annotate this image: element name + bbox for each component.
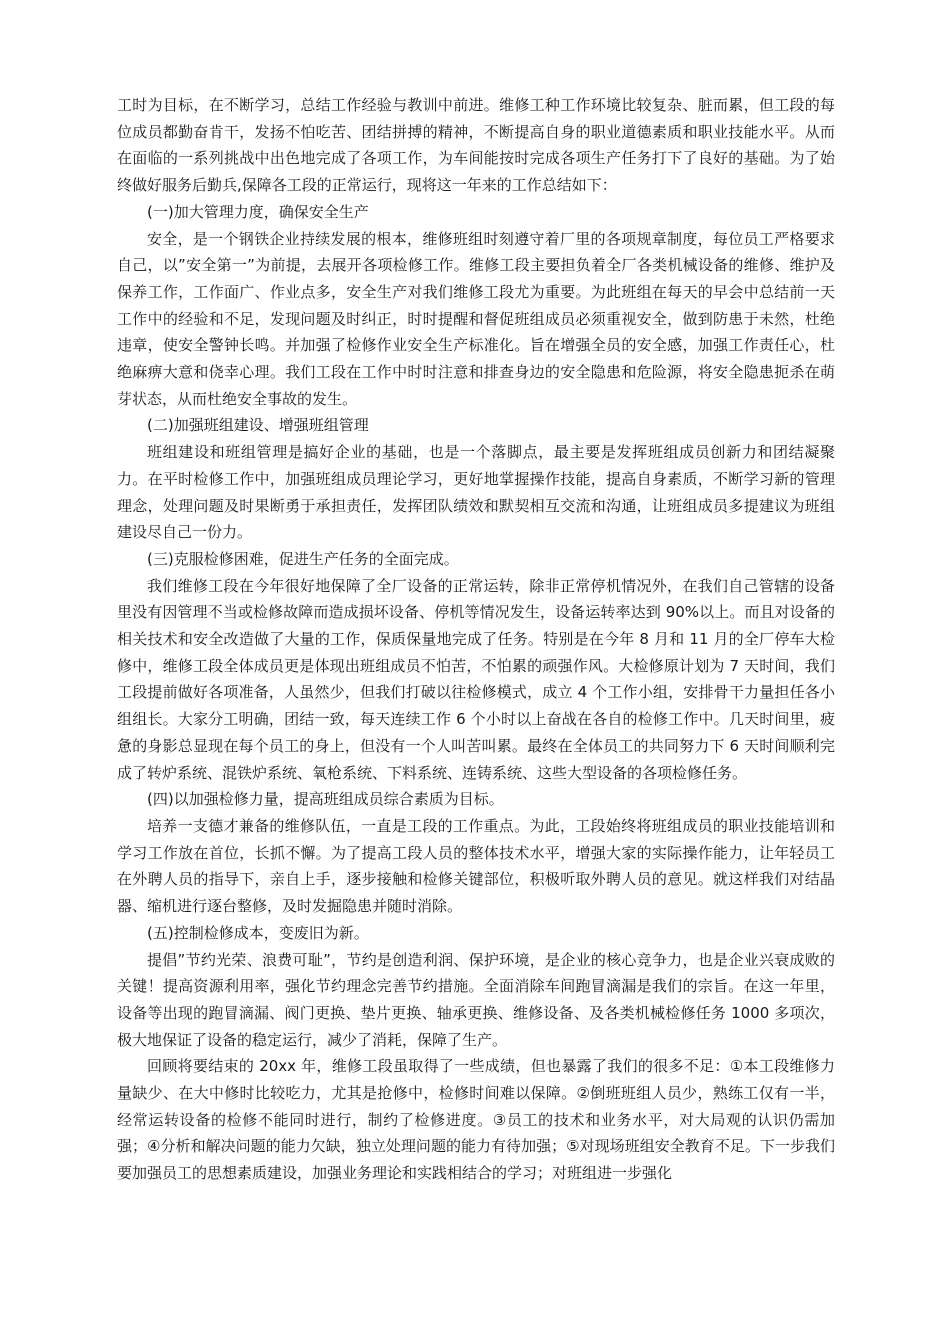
safety-paragraph: 安全，是一个钢铁企业持续发展的根本，维修班组时刻遵守着厂里的各项规章制度，每位员工严格要求自己，以”安全第一”为前提，去展开各项检修工作。维修工段主要担负着全厂各类机械设备的维修、维护及保养工作，工作面广、作业点多，安全生产对我们维修工段尤为重要。为此班组在每天的早会中总结前一天工作中的经验和不足，发现问题及时纠正，时时提醒和督促班组成员必须重视安全，做到防患于未然，杜绝违章，使安全警钟长鸣。并加强了检修作业安全生产标准化。旨在增强全员的安全感，加强工作责任心，杜绝麻痹大意和侥幸心理。我们工段在工作中时时注意和排查身边的安全隐患和危险源，将安全隐患扼杀在萌芽状态，从而杜绝安全事故的发生。 (117, 229, 836, 408)
section-heading-4: (四)以加强检修力量，提高班组成员综合素质为目标。 (147, 790, 504, 809)
intro-paragraph: 工时为目标，在不断学习，总结工作经验与教训中前进。维修工种工作环境比较复杂、脏而累，但工段的每位成员都勤奋肯干，发扬不怕吃苦、团结拼搏的精神，不断提高自身的职业道德素质和职业技能水平。从而在面临的一系列挑战中出色地完成了各项工作，为车间能按时完成各项生产任务打下了良好的基础。为了始终做好服务后勤兵,保障各工段的正常运行，现将这一年来的工作总结如下： (117, 96, 835, 195)
training-paragraph: 培养一支德才兼备的维修队伍，一直是工段的工作重点。为此，工段始终将班组成员的职业技能培训和学习工作放在首位，长抓不懈。为了提高工段人员的整体技术水平，增强大家的实际操作能力，让年轻员工在外聘人员的指导下，亲自上手，逐步接触和检修关键部位，积极听取外聘人员的意见。就这样我们对结晶器、缩机进行逐台整修，及时发掘隐患并随时消除。 (117, 816, 835, 916)
document-page (117, 92, 835, 1187)
section-heading-2: (二)加强班组建设、增强班组管理 (147, 416, 369, 435)
cost-control-paragraph: 提倡”节约光荣、浪费可耻”，节约是创造利润、保护环境，是企业的核心竞争力，也是企业兴衰成败的关键！提高资源利用率，强化节约理念完善节约措施。全面消除车间跑冒滴漏是我们的宗旨。在这一年里，设备等出现的跑冒滴漏、阀门更换、垫片更换、轴承更换、维修设备、及各类机械检修任务 1000 多项次，极大地保证了设备的稳定运行，减少了消耗，保障了生产。 (117, 950, 835, 1049)
maintenance-paragraph: 我们维修工段在今年很好地保障了全厂设备的正常运转，除非正常停机情况外，在我们自己管辖的设备里没有因管理不当或检修故障而造成损坏设备、停机等情况发生，设备运转率达到 90%以上。而且对设备的相关技术和安全改造做了大量的工作，保质保量地完成了任务。特别是在今年 8 月和 11 月的全厂停车大检修中，维修工段全体成员更是体现出班组成员不怕苦，不怕累的顽强作风。大检修原计划为 7 天时间，我们工段提前做好各项准备，人虽然少，但我们打破以往检修模式，成立 4 个工作小组，安排骨干力量担任各小组组长。大家分工明确，团结一致，每天连续工作 6 个小时以上奋战在各自的检修工作中。几天时间里，疲惫的身影总显现在每个员工的身上，但没有一个人叫苦叫累。最终在全体员工的共同努力下 6 天时间顺利完成了转炉系统、混铁炉系统、氧枪系统、下料系统、连铸系统、这些大型设备的各项检修任务。 (117, 576, 835, 782)
team-building-paragraph: 班组建设和班组管理是搞好企业的基础，也是一个落脚点，最主要是发挥班组成员创新力和团结凝聚力。在平时检修工作中，加强班组成员理论学习，更好地掌握操作技能，提高自身素质，不断学习新的管理理念，处理问题及时果断勇于承担责任，发挥团队绩效和默契相互交流和沟通，让班组成员多提建议为班组建设尽自己一份力。 (117, 443, 835, 542)
section-heading-3: (三)克服检修困难，促进生产任务的全面完成。 (147, 549, 459, 568)
section-heading-5: (五)控制检修成本，变废旧为新。 (147, 923, 369, 942)
section-heading-1: (一)加大管理力度，确保安全生产 (147, 202, 369, 221)
review-paragraph: 回顾将要结束的 20xx 年，维修工段虽取得了一些成绩，但也暴露了我们的很多不足：①本工段维修力量缺少、在大中修时比较吃力，尤其是抢修中，检修时间难以保障。②倒班班组人员少，熟练工仅有一半，经常运转设备的检修不能同时进行，制约了检修进度。③员工的技术和业务水平，对大局观的认识仍需加强；④分析和解决问题的能力欠缺，独立处理问题的能力有待加强；⑤对现场班组安全教育不足。下一步我们要加强员工的思想素质建设，加强业务理论和实践相结合的学习；对班组进一步强化 (117, 1057, 835, 1183)
